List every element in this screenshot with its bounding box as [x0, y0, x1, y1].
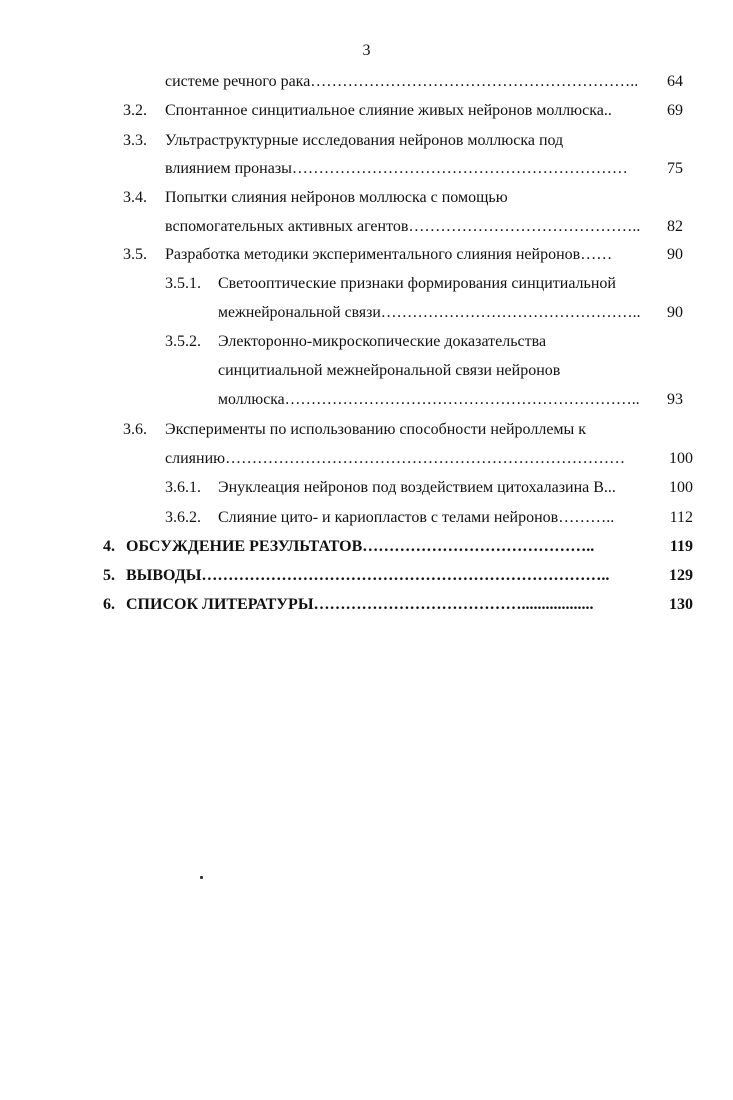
- toc-entry-number: 3.6.1.: [165, 479, 201, 496]
- toc-entry-number: 3.5.: [123, 246, 147, 263]
- toc-entry-text: системе речного рака……………………………………………………..: [165, 73, 639, 90]
- toc-entry-number: 3.5.2.: [165, 333, 201, 350]
- toc-entry-text: влиянием проназы………………………………………………………: [165, 160, 628, 177]
- toc-chapter-page: 119: [669, 538, 693, 555]
- toc-entry-text: межнейрональной связи…………………………………………..: [218, 304, 641, 321]
- toc-entry-page: 82: [667, 218, 683, 235]
- toc-entry-page: 100: [669, 450, 693, 467]
- toc-chapter-number: 4.: [103, 538, 115, 555]
- toc-entry-text: слиянию…………………………………………………………………: [165, 450, 626, 467]
- toc-entry-text: Эксперименты по использованию способности нейроллемы к: [165, 421, 587, 438]
- toc-entry-text: Ультраструктурные исследования нейронов моллюска под: [165, 132, 564, 149]
- toc-entry-page: 69: [667, 102, 683, 119]
- toc-entry-page: 90: [667, 304, 683, 321]
- toc-entry-text: Электоронно-микроскопические доказательства: [218, 333, 547, 350]
- toc-entry-text: моллюска…………………………………………………………..: [218, 391, 640, 408]
- toc-chapter-text: СПИСОК ЛИТЕРАТУРЫ…………………………………..................: [126, 596, 594, 613]
- toc-entry-number: 3.4.: [123, 189, 147, 206]
- toc-entry-text: синцитиальной межнейрональной связи нейронов: [218, 362, 561, 379]
- toc-chapter-number: 6.: [103, 596, 115, 613]
- toc-entry-text: Энуклеация нейронов под воздействием цитохалазина В...: [218, 479, 616, 496]
- toc-entry-page: 93: [667, 391, 683, 408]
- toc-entry-text: Светооптические признаки формирования синцитиальной: [218, 275, 616, 292]
- page-number: 3: [362, 42, 371, 59]
- toc-chapter-page: 129: [669, 567, 693, 584]
- toc-entry-text: вспомогательных активных агентов……………………………………..: [165, 218, 641, 235]
- toc-chapter-number: 5.: [103, 567, 115, 584]
- toc-entry-text: Разработка методики экспериментального слияния нейронов……: [165, 246, 613, 263]
- toc-entry-number: 3.3.: [123, 132, 147, 149]
- toc-entry-text: Спонтанное синцитиальное слияние живых нейронов моллюска..: [165, 102, 612, 119]
- toc-entry-number: 3.6.: [123, 421, 147, 438]
- toc-entry-page: 100: [669, 479, 693, 496]
- toc-chapter-text: ВЫВОДЫ…………………………………………………………………..: [126, 567, 610, 584]
- toc-entry-number: 3.6.2.: [165, 509, 201, 526]
- toc-entry-page: 64: [667, 73, 683, 90]
- toc-entry-page: 112: [669, 509, 693, 526]
- toc-entry-number: 3.5.1.: [165, 275, 201, 292]
- toc-entry-page: 90: [667, 246, 683, 263]
- toc-chapter-text: ОБСУЖДЕНИЕ РЕЗУЛЬТАТОВ……………………………………..: [126, 538, 595, 555]
- toc-entry-text: Попытки слияния нейронов моллюска с помощью: [165, 189, 508, 206]
- scan-speck: [200, 876, 203, 879]
- toc-chapter-page: 130: [669, 596, 693, 613]
- toc-entry-page: 75: [667, 160, 683, 177]
- toc-entry-number: 3.2.: [123, 102, 147, 119]
- toc-entry-text: Слияние цито- и кариопластов с телами нейронов………..: [218, 509, 615, 526]
